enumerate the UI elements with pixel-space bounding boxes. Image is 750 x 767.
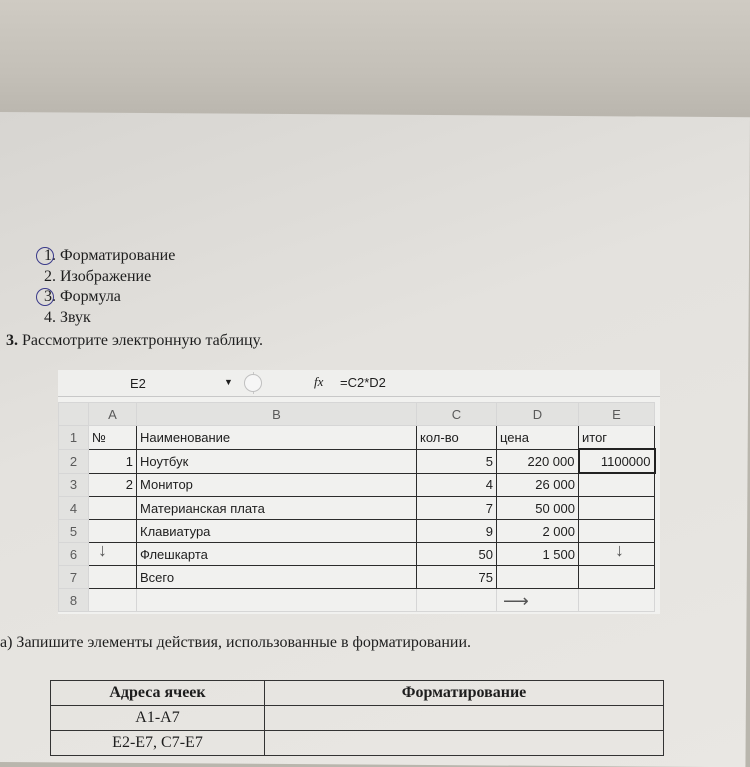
column-header-c[interactable]: C: [417, 403, 497, 426]
list-item: [30, 287, 175, 308]
table-row: [59, 566, 655, 589]
list-item-text: Формула: [60, 288, 121, 305]
cell[interactable]: кол-во: [417, 426, 497, 450]
table-row: [59, 543, 655, 566]
chevron-down-icon[interactable]: ▼: [224, 377, 233, 387]
row-header[interactable]: 2: [59, 449, 89, 473]
cell[interactable]: 50: [417, 543, 497, 566]
column-header-d[interactable]: D: [497, 403, 579, 426]
list-item-number: 1.: [44, 247, 56, 264]
cell[interactable]: [89, 520, 137, 543]
cell[interactable]: 26 000: [497, 473, 579, 497]
fx-icon[interactable]: fx: [314, 374, 324, 389]
pen-arrow-right-icon: ⟶: [503, 591, 529, 611]
cell[interactable]: 9: [417, 520, 497, 543]
row-header[interactable]: 3: [59, 473, 89, 497]
cell[interactable]: 4: [417, 473, 497, 497]
cell[interactable]: 50 000: [497, 497, 579, 520]
table-row: [59, 426, 655, 450]
cell[interactable]: Всего: [137, 566, 417, 589]
row-header[interactable]: 4: [59, 497, 89, 520]
cell[interactable]: [579, 497, 655, 520]
column-header-b[interactable]: B: [137, 403, 417, 426]
table-row: [59, 520, 655, 543]
table-row: [59, 449, 655, 473]
cell[interactable]: [89, 543, 137, 566]
table-row: [59, 473, 655, 497]
cell[interactable]: 1 500: [497, 543, 579, 566]
question-text: Рассмотрите электронную таблицу.: [22, 332, 263, 349]
column-header-a[interactable]: A: [89, 403, 137, 426]
pen-circle-mark: [36, 247, 54, 265]
cell[interactable]: 2: [89, 473, 137, 497]
cell[interactable]: №: [89, 426, 137, 450]
background-wall: [0, 0, 750, 120]
table-row: [59, 497, 655, 520]
answer-options-list: [30, 246, 175, 328]
list-item-text: Звук: [60, 308, 91, 326]
question-number: 3.: [6, 332, 18, 349]
cell[interactable]: [579, 589, 655, 612]
cell[interactable]: [417, 589, 497, 612]
cell[interactable]: [137, 589, 417, 612]
pen-arrow-down-icon: ↓: [98, 540, 107, 560]
cell[interactable]: Флешкарта: [137, 543, 417, 566]
list-item: [30, 267, 175, 288]
cell[interactable]: 1: [89, 449, 137, 473]
cell[interactable]: 75: [417, 566, 497, 589]
list-item-number: 3.: [44, 288, 56, 305]
name-box-value: E2: [130, 376, 146, 391]
cell[interactable]: Материанская плата: [137, 497, 417, 520]
spreadsheet-image: [58, 370, 660, 614]
formula-bar: [58, 370, 660, 397]
answer-table-header-row: [51, 681, 664, 706]
cell[interactable]: [497, 566, 579, 589]
row-header[interactable]: 5: [59, 520, 89, 543]
name-box[interactable]: [58, 372, 254, 394]
cell[interactable]: [89, 566, 137, 589]
cell[interactable]: [89, 497, 137, 520]
cell[interactable]: Ноутбук: [137, 449, 417, 473]
answer-table-header: Адреса ячеек: [51, 681, 265, 706]
list-item-number: 2.: [44, 267, 56, 285]
cell[interactable]: Наименование: [137, 426, 417, 450]
question-3: [6, 332, 263, 350]
cell[interactable]: 2 000: [497, 520, 579, 543]
pen-arrow-down-icon: ↓: [615, 540, 624, 560]
function-circle-icon[interactable]: [244, 374, 262, 392]
row-header[interactable]: 7: [59, 566, 89, 589]
pen-circle-mark: [36, 288, 54, 306]
answer-cell[interactable]: [265, 706, 664, 731]
cell[interactable]: 220 000: [497, 449, 579, 473]
answer-table-row: [51, 731, 664, 756]
cell[interactable]: Клавиатура: [137, 520, 417, 543]
sheet-grid: [58, 402, 656, 612]
list-item: [30, 308, 175, 329]
cell[interactable]: [89, 589, 137, 612]
column-header-e[interactable]: E: [579, 403, 655, 426]
answer-cell[interactable]: [265, 731, 664, 756]
cell[interactable]: Монитор: [137, 473, 417, 497]
answer-table: [50, 680, 664, 756]
formula-input[interactable]: =C2*D2: [340, 375, 386, 390]
column-header-row: [59, 403, 655, 426]
list-item-number: 4.: [44, 308, 56, 326]
cell[interactable]: [579, 566, 655, 589]
answer-cell: E2-E7, C7-E7: [51, 731, 265, 756]
row-header[interactable]: 6: [59, 543, 89, 566]
cell[interactable]: цена: [497, 426, 579, 450]
cell[interactable]: итог: [579, 426, 655, 450]
row-header[interactable]: 1: [59, 426, 89, 450]
list-item-text: Форматирование: [60, 247, 176, 264]
answer-cell: A1-A7: [51, 706, 265, 731]
selected-cell[interactable]: 1100000: [579, 449, 655, 473]
select-all-corner[interactable]: [59, 403, 89, 426]
cell[interactable]: 7: [417, 497, 497, 520]
answer-table-row: [51, 706, 664, 731]
answer-table-header: Форматирование: [265, 681, 664, 706]
cell[interactable]: 5: [417, 449, 497, 473]
row-header[interactable]: 8: [59, 589, 89, 612]
question-a: а) Запишите элементы действия, использованные в форматировании.: [0, 634, 472, 651]
cell[interactable]: [579, 473, 655, 497]
list-item-text: Изображение: [60, 267, 152, 285]
list-item: [30, 246, 175, 267]
table-row: [59, 589, 655, 612]
